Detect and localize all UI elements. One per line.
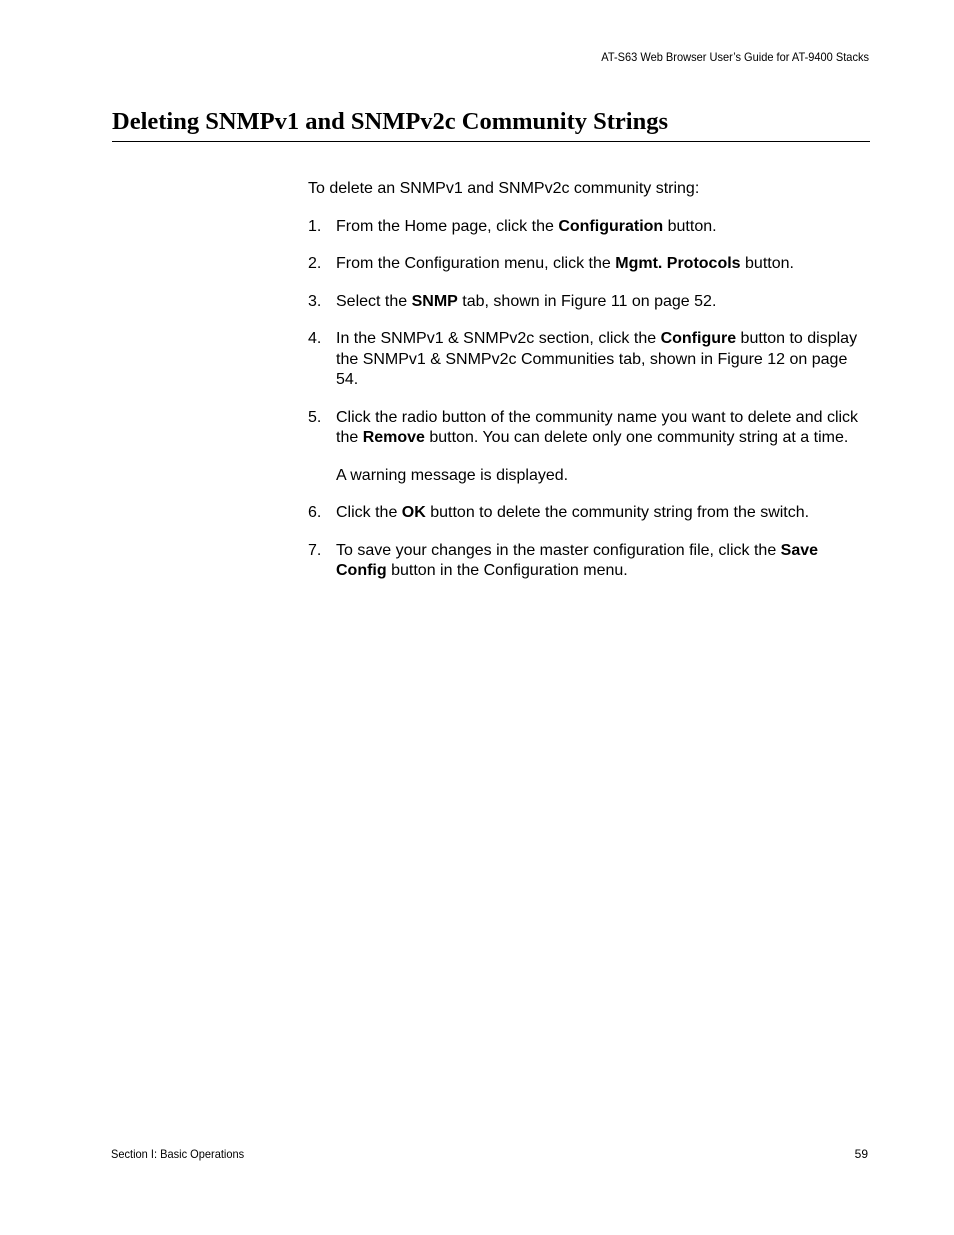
step-number: 3. [308,292,322,310]
step-ui-term: Save Config [336,541,819,579]
steps-list [308,217,873,582]
step-item [308,503,873,524]
footer-section-label: Section I: Basic Operations [111,1147,245,1161]
section-title: Deleting SNMPv1 and SNMPv2c Community Strings [112,107,870,142]
step-text-post: tab, shown in Figure 11 on page 52. [457,292,717,310]
step-ui-term: Mgmt. Protocols [615,255,741,272]
step-item [308,329,873,391]
step-text-pre: In the SNMPv1 & SNMPv2c section, click the [336,330,661,347]
step-note: A warning message is displayed. [336,466,569,484]
step-ui-term: OK [401,504,426,521]
step-text-post: button. [663,217,717,235]
step-item [308,217,873,238]
procedure [308,179,873,599]
step-ui-term: SNMP [411,292,458,310]
step-text-pre: From the Home page, click the [336,217,559,235]
step-text-post: button in the Configuration menu. [386,562,628,579]
step-number: 4. [308,330,322,347]
footer-page-number: 59 [854,1147,868,1161]
running-header: AT-S63 Web Browser User’s Guide for AT-9400 Stacks [601,50,869,64]
step-text-post: button to delete the community string from the switch. [425,504,810,521]
step-text-pre: Select the [336,292,412,310]
step-item [308,541,873,582]
step-item [308,408,873,487]
step-ui-term: Configure [660,330,737,347]
step-number: 1. [308,217,322,235]
intro-text: To delete an SNMPv1 and SNMPv2c community string: [308,180,700,197]
step-text-post: button to display the SNMPv1 & SNMPv2c Communities tab, shown in Figure 12 on page 54. [336,330,858,388]
step-text-pre: Click the [336,504,402,521]
step-item [308,254,873,275]
step-number: 7. [308,541,322,559]
step-item [308,292,873,313]
step-text-pre: From the Configuration menu, click the [336,255,616,272]
step-number: 6. [308,504,322,521]
step-text-pre: Click the radio button of the community name you want to delete and click the [336,408,859,446]
step-number: 5. [308,408,322,426]
step-text-post: button. [740,255,794,272]
step-number: 2. [308,255,322,272]
step-text-pre: To save your changes in the master configuration file, click the [336,541,781,559]
step-text-post: button. You can delete only one community string at a time. [424,429,849,446]
step-ui-term: Remove [362,429,425,446]
step-ui-term: Configuration [558,217,664,235]
